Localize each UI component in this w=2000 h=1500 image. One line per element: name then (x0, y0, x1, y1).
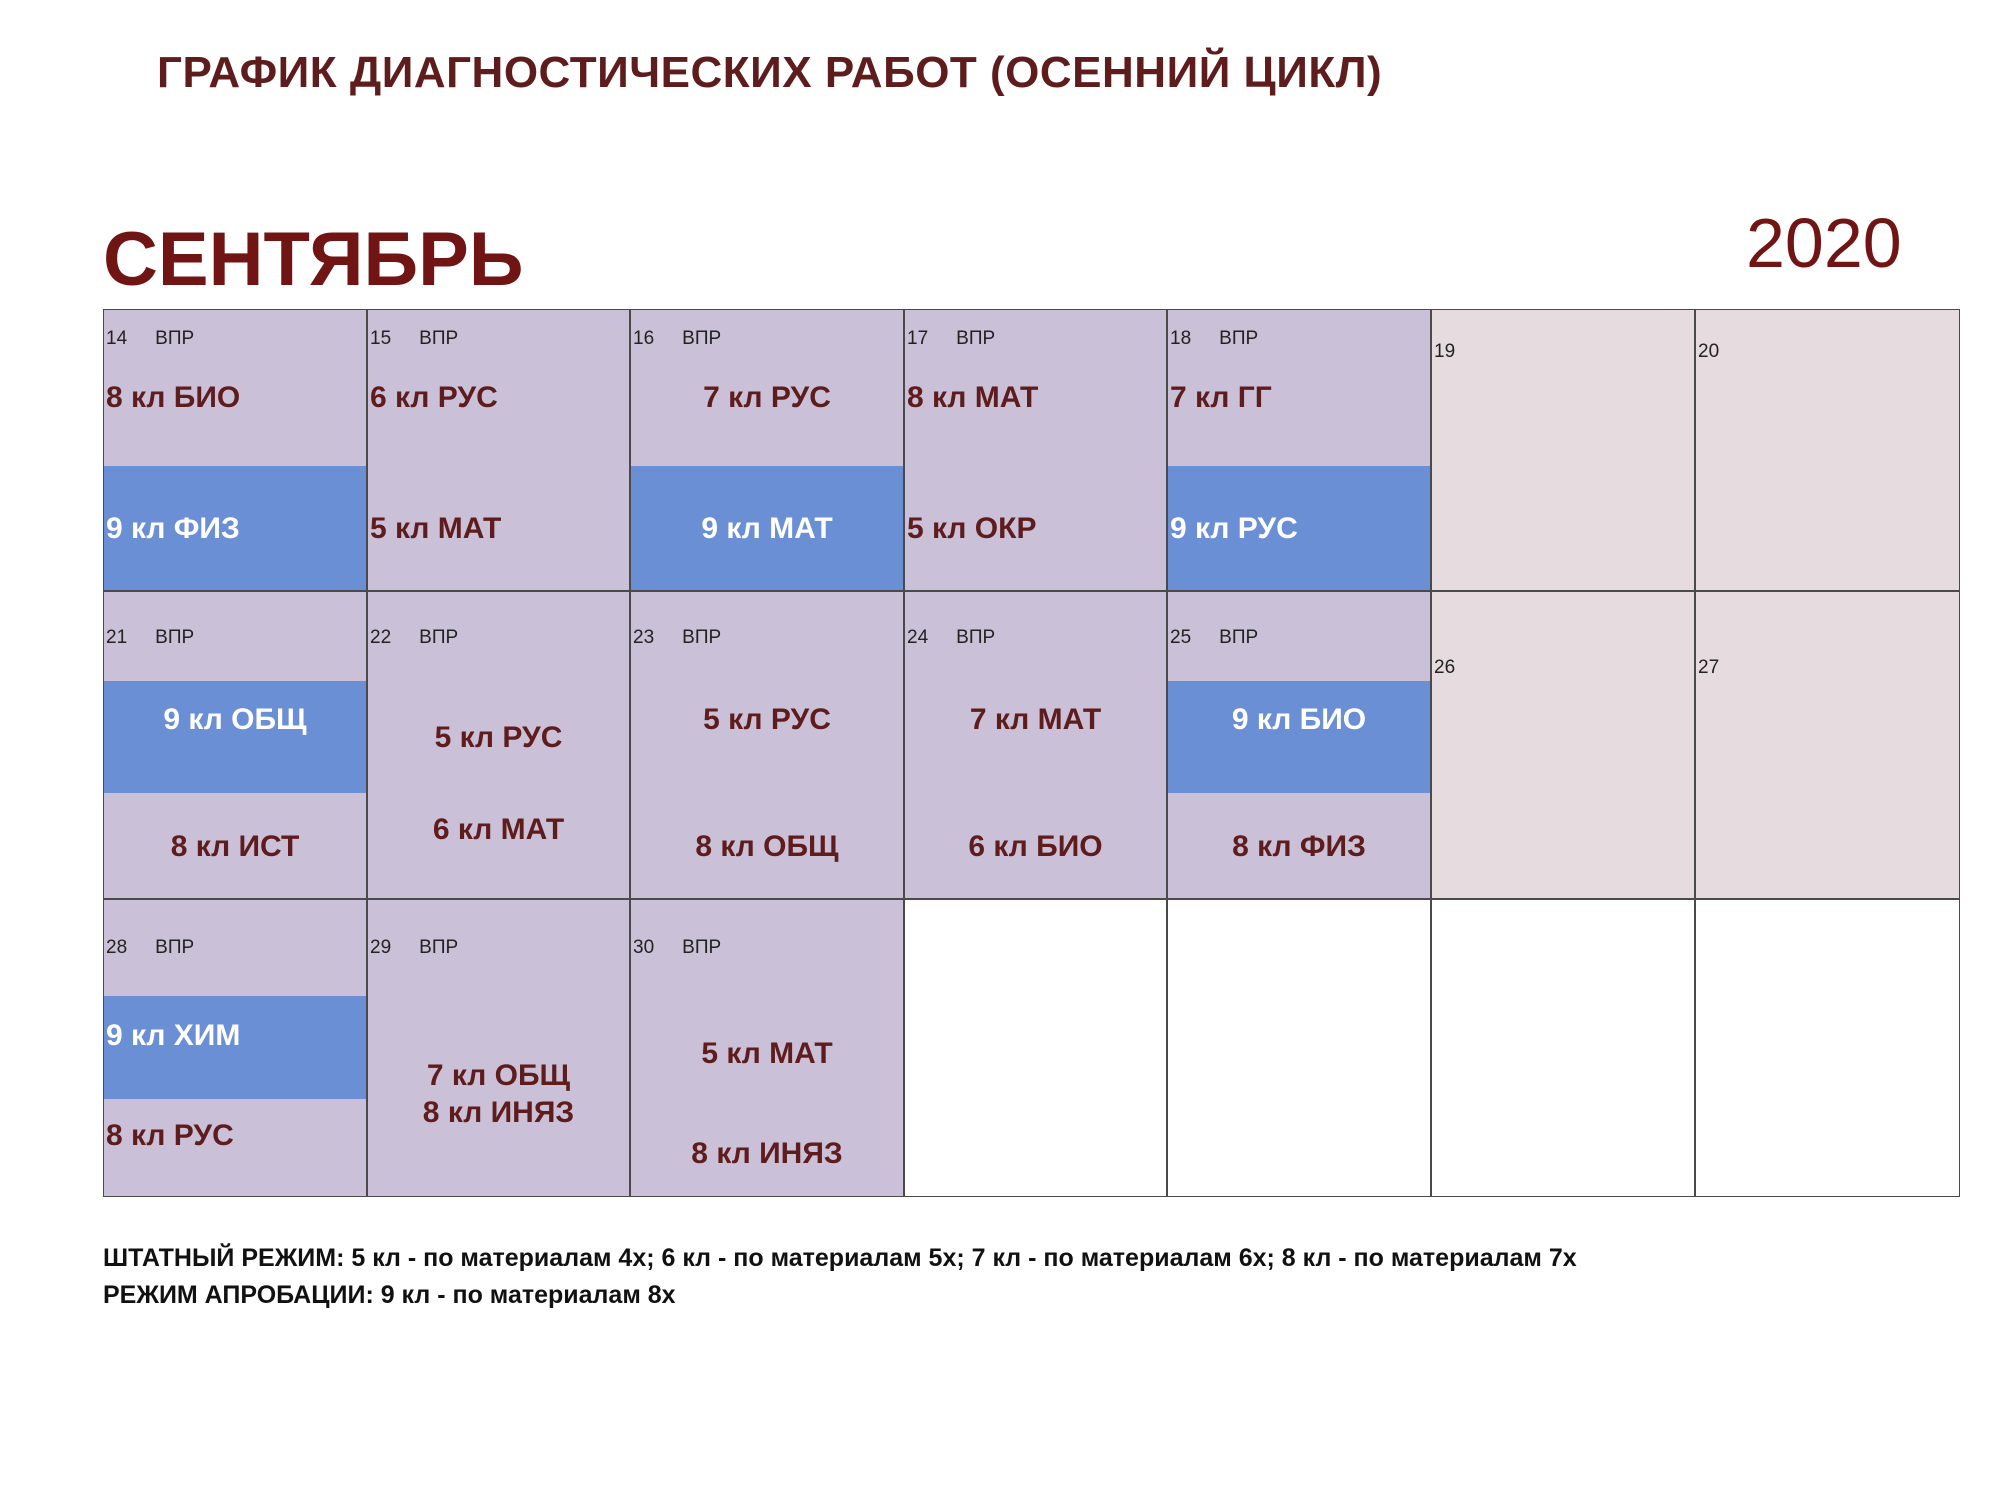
day-number: 29 (370, 937, 392, 958)
calendar-day-19 (1431, 309, 1695, 591)
day-tag: ВПР (1219, 328, 1259, 349)
day-tag: ВПР (682, 328, 722, 349)
exam-entry: 7 кл МАТ (969, 703, 1102, 736)
exam-entry: 5 кл ОКР (907, 512, 1037, 545)
day-tag: ВПР (956, 627, 996, 648)
exam-entry: 9 кл ХИМ (106, 1019, 241, 1052)
exam-entry: 5 кл МАТ (370, 512, 502, 545)
exam-entry: 9 кл ОБЩ (163, 703, 307, 736)
exam-entry: 9 кл МАТ (701, 512, 833, 545)
calendar-day-29 (367, 899, 630, 1197)
exam-entry: 8 кл ФИЗ (1232, 830, 1366, 863)
empty-cell (1431, 899, 1695, 1197)
day-number: 15 (370, 328, 392, 349)
month-heading: СЕНТЯБРЬ (103, 217, 524, 302)
exam-entry: 5 кл РУС (703, 703, 831, 736)
day-number: 17 (907, 328, 929, 349)
calendar-day-28 (103, 899, 367, 1197)
calendar-day-15 (367, 309, 630, 591)
day-number: 26 (1434, 657, 1456, 678)
day-number: 30 (633, 937, 655, 958)
page-title: ГРАФИК ДИАГНОСТИЧЕСКИХ РАБОТ (ОСЕННИЙ ЦИКЛ) (157, 48, 1383, 97)
day-header (370, 937, 458, 959)
day-number: 23 (633, 627, 655, 648)
day-header (1170, 627, 1258, 649)
day-tag: ВПР (682, 627, 722, 648)
exam-entry: 7 кл РУС (703, 381, 831, 414)
exam-entry: 9 кл ФИЗ (106, 512, 240, 545)
day-tag: ВПР (956, 328, 996, 349)
legend-line-pilot: РЕЖИМ АПРОБАЦИИ: 9 кл - по материалам 8х (103, 1281, 676, 1309)
calendar-day-27 (1695, 591, 1960, 899)
day-tag: ВПР (682, 937, 722, 958)
day-tag: ВПР (419, 627, 459, 648)
day-tag: ВПР (1219, 627, 1259, 648)
year-label: 2020 (1746, 204, 1902, 282)
calendar-day-18 (1167, 309, 1431, 591)
exam-entry: 8 кл ИСТ (170, 830, 300, 863)
empty-cell (1695, 899, 1960, 1197)
calendar-grid (103, 309, 1960, 1197)
day-header (633, 627, 721, 649)
day-header (907, 328, 995, 350)
empty-cell (1167, 899, 1431, 1197)
day-header (106, 627, 194, 649)
day-number: 22 (370, 627, 392, 648)
day-number: 27 (1698, 657, 1720, 678)
day-tag: ВПР (155, 627, 195, 648)
day-header (370, 328, 458, 350)
day-header (633, 328, 721, 350)
day-number: 25 (1170, 627, 1192, 648)
calendar-day-22 (367, 591, 630, 899)
day-header (1170, 328, 1258, 350)
exam-entry: 9 кл РУС (1170, 512, 1298, 545)
day-tag: ВПР (155, 937, 195, 958)
empty-cell (904, 899, 1167, 1197)
exam-entry: 9 кл БИО (1231, 703, 1367, 736)
day-header (633, 937, 721, 959)
day-tag: ВПР (419, 937, 459, 958)
day-tag: ВПР (155, 328, 195, 349)
exam-entry: 8 кл МАТ (907, 381, 1039, 414)
calendar-day-14 (103, 309, 367, 591)
exam-entry: 7 кл ОБЩ (426, 1059, 571, 1092)
day-header (106, 328, 194, 350)
day-tag: ВПР (419, 328, 459, 349)
exam-entry: 8 кл БИО (106, 381, 241, 414)
day-header (370, 627, 458, 649)
exam-entry: 5 кл РУС (434, 721, 563, 754)
exam-entry: 8 кл РУС (106, 1119, 234, 1152)
exam-entry: 6 кл МАТ (432, 813, 565, 846)
day-number: 18 (1170, 328, 1192, 349)
calendar-day-30 (630, 899, 904, 1197)
calendar-day-25 (1167, 591, 1431, 899)
legend (103, 1240, 1577, 1314)
calendar-day-20 (1695, 309, 1960, 591)
day-header (907, 627, 995, 649)
calendar-day-16 (630, 309, 904, 591)
day-number: 20 (1698, 341, 1720, 362)
exam-entry: 5 кл МАТ (701, 1037, 833, 1070)
exam-entry: 7 кл ГГ (1170, 381, 1272, 414)
day-number: 21 (106, 627, 128, 648)
day-header (106, 937, 194, 959)
day-number: 24 (907, 627, 929, 648)
calendar-day-26 (1431, 591, 1695, 899)
exam-entry: 6 кл БИО (968, 830, 1103, 863)
exam-entry: 8 кл ИНЯЗ (422, 1096, 575, 1129)
exam-entry: 8 кл ОБЩ (695, 830, 839, 863)
calendar-day-23 (630, 591, 904, 899)
day-number: 19 (1434, 341, 1456, 362)
calendar-day-24 (904, 591, 1167, 899)
day-number: 28 (106, 937, 128, 958)
calendar-day-17 (904, 309, 1167, 591)
day-number: 16 (633, 328, 655, 349)
day-number: 14 (106, 328, 128, 349)
exam-entry: 6 кл РУС (370, 381, 498, 414)
exam-entry: 8 кл ИНЯЗ (691, 1137, 843, 1170)
legend-line-standard: ШТАТНЫЙ РЕЖИМ: 5 кл - по материалам 4х; 6 кл - по материалам 5х; 7 кл - по материалам 6х; 8 кл - по материалам 7х (103, 1244, 1577, 1272)
calendar-day-21 (103, 591, 367, 899)
